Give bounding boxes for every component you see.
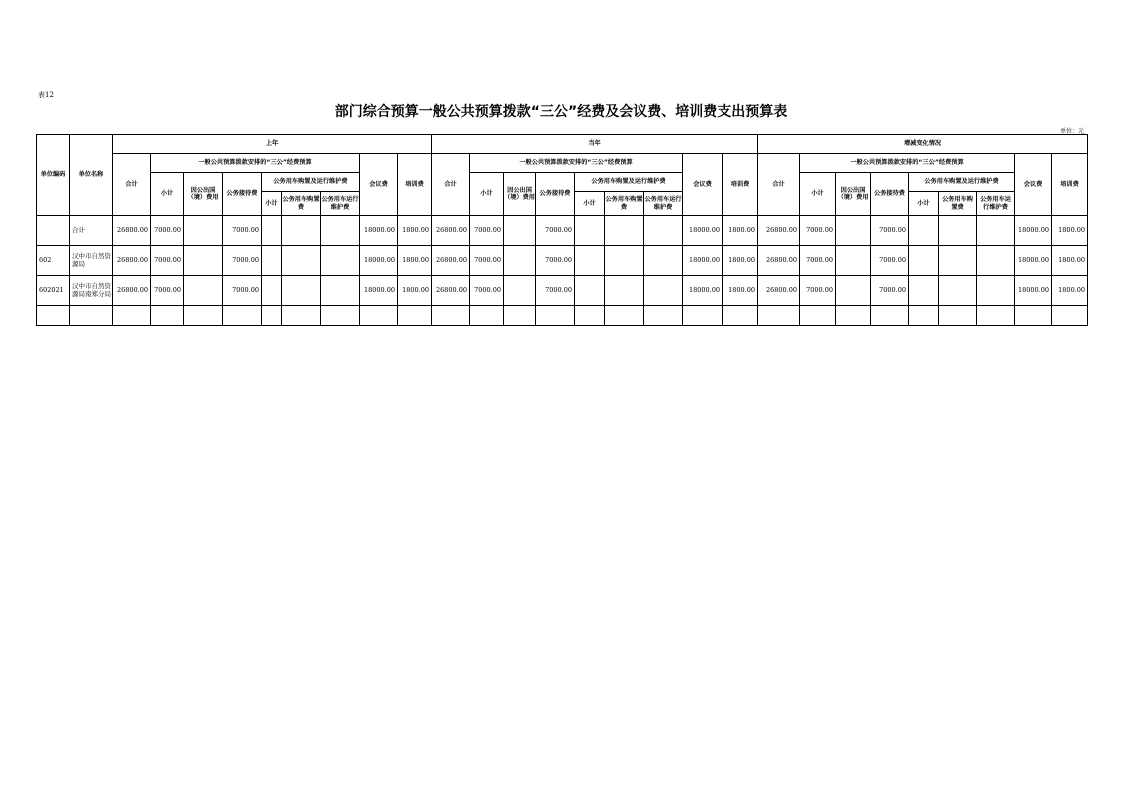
cell-change-value — [939, 246, 977, 276]
cell-prev-value — [321, 216, 360, 246]
cell-change-value — [836, 306, 871, 326]
cell-curr-value — [644, 216, 683, 246]
cell-unit-code: 602021 — [37, 276, 70, 306]
cell-curr-value — [504, 216, 536, 246]
cell-prev-value — [151, 306, 184, 326]
cell-curr-value: 7000.00 — [470, 276, 504, 306]
cell-change-value — [977, 306, 1015, 326]
header-period-prev: 上年 — [113, 135, 432, 154]
cell-prev-value: 7000.00 — [151, 246, 184, 276]
budget-table — [36, 134, 1088, 326]
header-period-curr: 当年 — [432, 135, 758, 154]
cell-curr-value: 18000.00 — [683, 246, 723, 276]
header-total: 合计 — [758, 154, 800, 216]
header-reception: 公务接待费 — [536, 173, 575, 216]
cell-curr-value — [605, 306, 644, 326]
cell-prev-value — [398, 306, 432, 326]
cell-change-value — [836, 216, 871, 246]
cell-prev-value: 7000.00 — [151, 216, 184, 246]
header-subtotal: 小计 — [800, 173, 836, 216]
cell-change-value: 7000.00 — [800, 216, 836, 246]
cell-prev-value — [282, 306, 321, 326]
cell-change-value — [1052, 306, 1088, 326]
cell-prev-value: 18000.00 — [360, 216, 398, 246]
cell-prev-value: 7000.00 — [151, 276, 184, 306]
header-total: 合计 — [113, 154, 151, 216]
header-abroad: 因公出国（境）费用 — [836, 173, 871, 216]
cell-change-value — [977, 276, 1015, 306]
cell-prev-value — [262, 306, 282, 326]
cell-change-value — [977, 246, 1015, 276]
cell-prev-value: 7000.00 — [223, 246, 262, 276]
cell-change-value: 26800.00 — [758, 246, 800, 276]
cell-change-value — [939, 276, 977, 306]
cell-curr-value: 26800.00 — [432, 276, 470, 306]
cell-prev-value: 1800.00 — [398, 276, 432, 306]
cell-prev-value — [321, 306, 360, 326]
cell-change-value: 18000.00 — [1015, 216, 1052, 246]
cell-unit-code — [37, 216, 70, 246]
header-meeting: 会议费 — [1015, 154, 1052, 216]
cell-change-value: 7000.00 — [871, 276, 909, 306]
cell-curr-value — [723, 306, 758, 326]
header-vehicle-purchase: 公务用车购置费 — [939, 192, 977, 216]
header-vehicle: 公务用车购置及运行维护费 — [262, 173, 360, 192]
cell-curr-value — [683, 306, 723, 326]
cell-change-value: 7000.00 — [800, 246, 836, 276]
cell-curr-value: 7000.00 — [536, 276, 575, 306]
cell-change-value — [909, 246, 939, 276]
cell-curr-value: 26800.00 — [432, 246, 470, 276]
table-row — [37, 276, 1088, 306]
table-row — [37, 246, 1088, 276]
cell-change-value — [800, 306, 836, 326]
header-subtotal: 小计 — [470, 173, 504, 216]
header-reception: 公务接待费 — [223, 173, 262, 216]
cell-curr-value — [575, 276, 605, 306]
cell-change-value: 26800.00 — [758, 216, 800, 246]
table-row — [37, 216, 1088, 246]
header-abroad: 因公出国（境）费用 — [184, 173, 223, 216]
cell-change-value — [836, 276, 871, 306]
cell-curr-value: 1800.00 — [723, 276, 758, 306]
cell-change-value: 1800.00 — [1052, 216, 1088, 246]
cell-curr-value: 1800.00 — [723, 216, 758, 246]
cell-curr-value — [504, 246, 536, 276]
cell-curr-value: 1800.00 — [723, 246, 758, 276]
cell-curr-value — [504, 306, 536, 326]
cell-prev-value — [184, 306, 223, 326]
cell-prev-value — [184, 246, 223, 276]
header-sangong: 一般公共预算拨款安排的“三公”经费预算 — [470, 154, 683, 173]
cell-prev-value — [321, 246, 360, 276]
header-vehicle-operation: 公务用车运行维护费 — [977, 192, 1015, 216]
header-vehicle: 公务用车购置及运行维护费 — [575, 173, 683, 192]
header-vehicle-subtotal: 小计 — [262, 192, 282, 216]
cell-curr-value — [470, 306, 504, 326]
cell-change-value — [909, 306, 939, 326]
header-training: 培训费 — [1052, 154, 1088, 216]
cell-curr-value — [575, 216, 605, 246]
header-vehicle-operation: 公务用车运行维护费 — [644, 192, 683, 216]
cell-unit-name: 合计 — [70, 216, 113, 246]
cell-change-value — [836, 246, 871, 276]
cell-prev-value: 18000.00 — [360, 276, 398, 306]
cell-curr-value — [644, 246, 683, 276]
cell-curr-value: 26800.00 — [432, 216, 470, 246]
header-sangong: 一般公共预算拨款安排的“三公”经费预算 — [800, 154, 1015, 173]
cell-curr-value — [504, 276, 536, 306]
cell-prev-value — [282, 246, 321, 276]
cell-unit-name: 汉中市自然资源局南郑分局 — [70, 276, 113, 306]
cell-prev-value — [184, 276, 223, 306]
header-vehicle-subtotal: 小计 — [909, 192, 939, 216]
cell-curr-value — [575, 306, 605, 326]
cell-change-value: 7000.00 — [800, 276, 836, 306]
form-number: 表12 — [38, 91, 54, 99]
header-vehicle-purchase: 公务用车购置费 — [605, 192, 644, 216]
header-vehicle-purchase: 公务用车购置费 — [282, 192, 321, 216]
cell-curr-value: 18000.00 — [683, 216, 723, 246]
header-vehicle: 公务用车购置及运行维护费 — [909, 173, 1015, 192]
header-training: 培训费 — [723, 154, 758, 216]
cell-prev-value: 7000.00 — [223, 216, 262, 246]
header-reception: 公务接待费 — [871, 173, 909, 216]
page-title: 部门综合预算一般公共预算拨款“三公”经费及会议费、培训费支出预算表 — [334, 104, 788, 120]
cell-prev-value — [282, 276, 321, 306]
cell-curr-value: 7000.00 — [470, 216, 504, 246]
header-vehicle-subtotal: 小计 — [575, 192, 605, 216]
cell-prev-value — [223, 306, 262, 326]
header-training: 培训费 — [398, 154, 432, 216]
cell-unit-name — [70, 306, 113, 326]
cell-curr-value — [644, 306, 683, 326]
cell-prev-value: 26800.00 — [113, 276, 151, 306]
cell-prev-value: 7000.00 — [223, 276, 262, 306]
cell-curr-value — [432, 306, 470, 326]
header-meeting: 会议费 — [360, 154, 398, 216]
cell-prev-value: 18000.00 — [360, 246, 398, 276]
cell-curr-value — [605, 216, 644, 246]
cell-change-value — [977, 216, 1015, 246]
cell-prev-value — [360, 306, 398, 326]
cell-change-value: 7000.00 — [871, 216, 909, 246]
header-abroad: 因公出国（境）费用 — [504, 173, 536, 216]
header-vehicle-operation: 公务用车运行维护费 — [321, 192, 360, 216]
header-period-change: 增减变化情况 — [758, 135, 1088, 154]
cell-curr-value: 7000.00 — [536, 246, 575, 276]
cell-change-value: 1800.00 — [1052, 246, 1088, 276]
header-total: 合计 — [432, 154, 470, 216]
cell-change-value — [871, 306, 909, 326]
cell-unit-name: 汉中市自然资源局 — [70, 246, 113, 276]
cell-prev-value — [321, 276, 360, 306]
header-subtotal: 小计 — [151, 173, 184, 216]
header-unit-name: 单位名称 — [70, 135, 113, 216]
cell-prev-value: 1800.00 — [398, 216, 432, 246]
cell-prev-value — [262, 216, 282, 246]
cell-prev-value: 1800.00 — [398, 246, 432, 276]
cell-prev-value — [262, 276, 282, 306]
cell-curr-value: 7000.00 — [536, 216, 575, 246]
cell-change-value: 1800.00 — [1052, 276, 1088, 306]
cell-prev-value — [262, 246, 282, 276]
table-body — [37, 216, 1088, 326]
cell-change-value — [758, 306, 800, 326]
cell-change-value — [909, 276, 939, 306]
cell-curr-value — [644, 276, 683, 306]
unit-label: 单位：元 — [1059, 128, 1084, 135]
header-sangong: 一般公共预算拨款安排的“三公”经费预算 — [151, 154, 360, 173]
cell-change-value — [939, 216, 977, 246]
cell-prev-value: 26800.00 — [113, 216, 151, 246]
cell-change-value: 7000.00 — [871, 246, 909, 276]
cell-change-value: 18000.00 — [1015, 276, 1052, 306]
cell-prev-value — [282, 216, 321, 246]
cell-change-value: 26800.00 — [758, 276, 800, 306]
cell-prev-value — [113, 306, 151, 326]
cell-unit-code: 602 — [37, 246, 70, 276]
cell-curr-value — [536, 306, 575, 326]
cell-change-value: 18000.00 — [1015, 246, 1052, 276]
header-meeting: 会议费 — [683, 154, 723, 216]
cell-prev-value: 26800.00 — [113, 246, 151, 276]
cell-prev-value — [184, 216, 223, 246]
cell-curr-value — [575, 246, 605, 276]
cell-curr-value: 7000.00 — [470, 246, 504, 276]
cell-curr-value — [605, 276, 644, 306]
cell-curr-value — [605, 246, 644, 276]
cell-curr-value: 18000.00 — [683, 276, 723, 306]
cell-unit-code — [37, 306, 70, 326]
cell-change-value — [909, 216, 939, 246]
table-row — [37, 306, 1088, 326]
cell-change-value — [939, 306, 977, 326]
header-unit-code: 单位编码 — [37, 135, 70, 216]
cell-change-value — [1015, 306, 1052, 326]
